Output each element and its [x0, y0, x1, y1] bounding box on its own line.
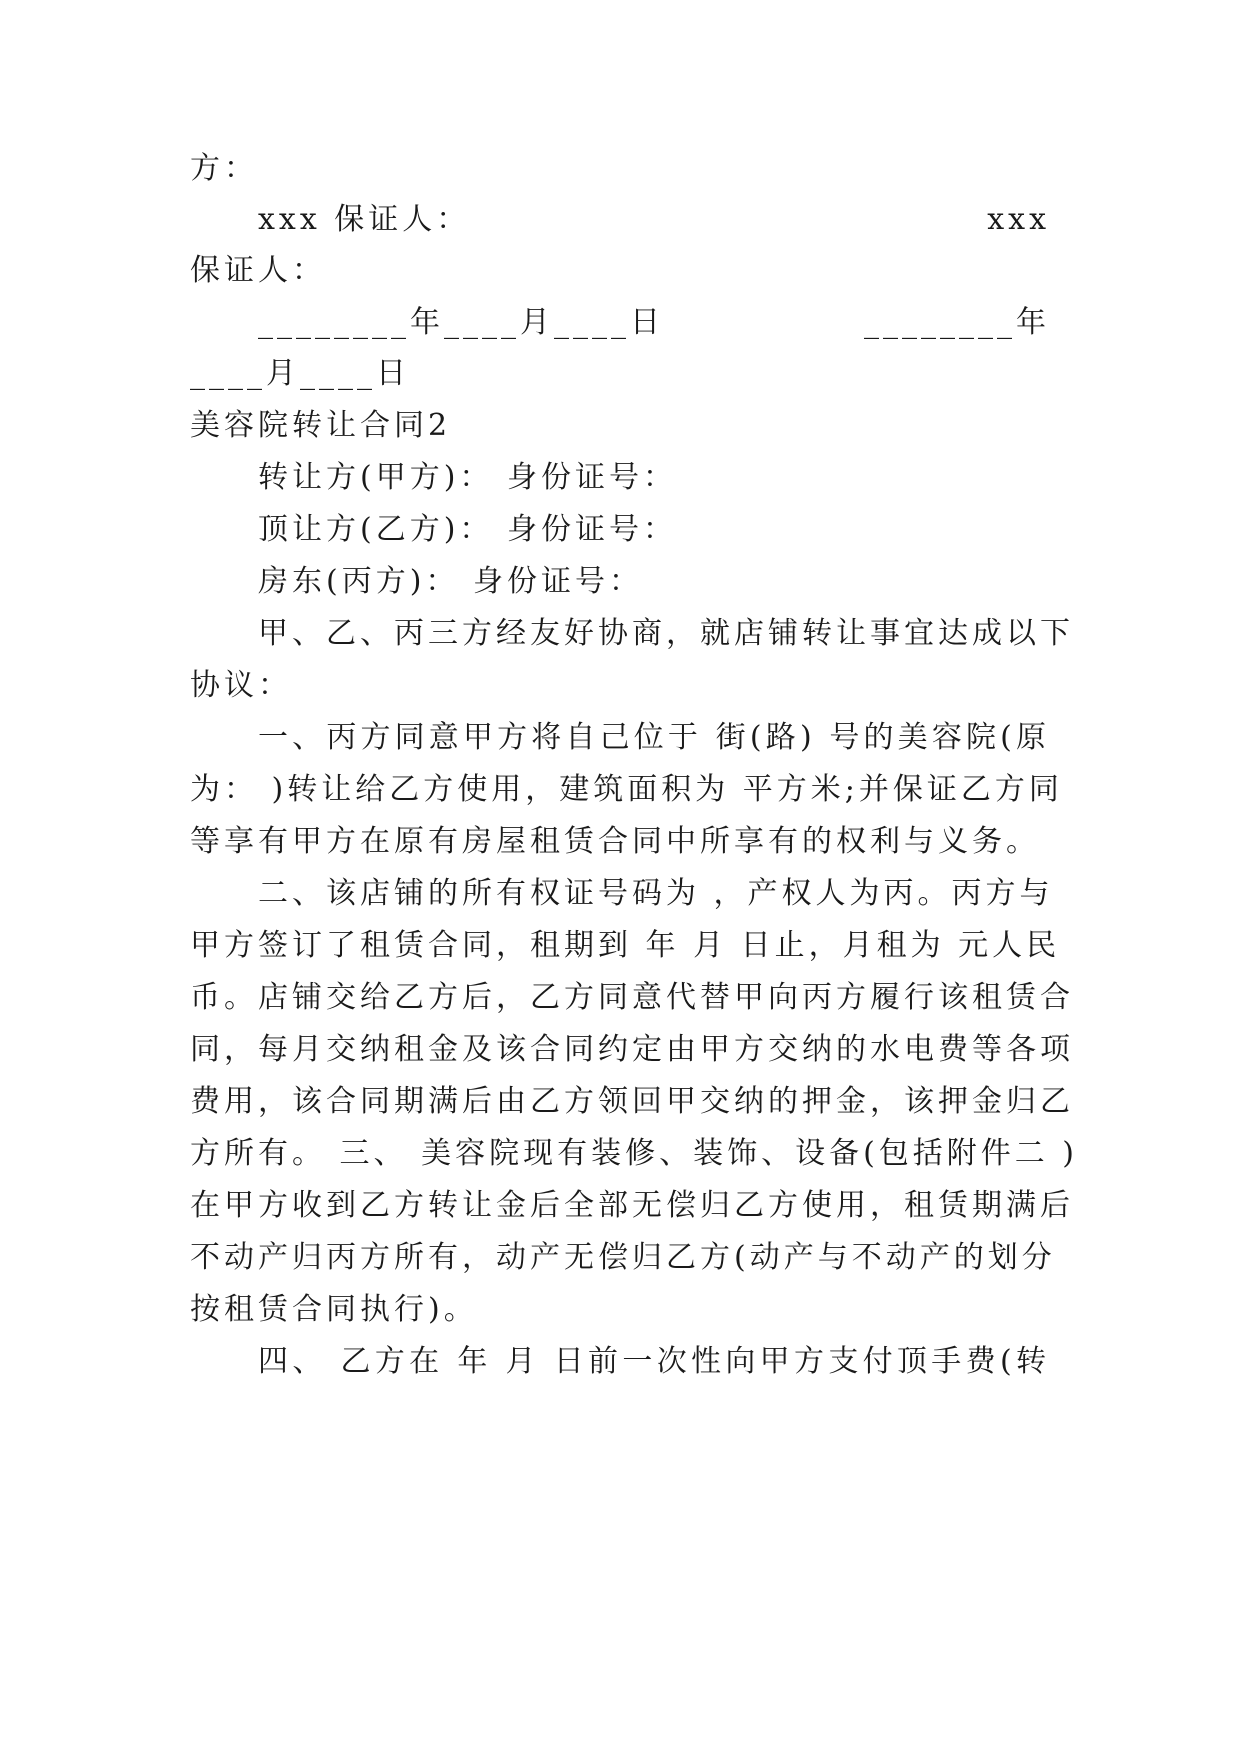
text-line: 协议：	[190, 668, 292, 703]
text-line: 甲方签订了租赁合同，租期到 年 月 日止，月租为 元人民	[190, 928, 1061, 963]
text-line: 四、 乙方在 年 月 日前一次性向甲方支付顶手费(转	[258, 1344, 1050, 1379]
text-line: 为： )转让给乙方使用，建筑面积为 平方米;并保证乙方同	[190, 772, 1063, 807]
text-line: 方所有。 三、 美容院现有装修、装饰、设备(包括附件二 )	[190, 1136, 1079, 1171]
text-segment: ________年	[864, 305, 1050, 340]
text-line: 一、丙方同意甲方将自己位于 街(路) 号的美容院(原	[258, 720, 1050, 755]
section-title: 美容院转让合同2	[190, 408, 452, 443]
text-segment: ________年____月____日	[258, 305, 664, 340]
text-line: 费用，该合同期满后由乙方领回甲交纳的押金，该押金归乙	[190, 1084, 1074, 1119]
text-line: 不动产归丙方所有，动产无偿归乙方(动产与不动产的划分	[190, 1240, 1056, 1275]
date-line	[258, 303, 1050, 343]
text-segment: xxx	[987, 202, 1050, 237]
text-line: 同，每月交纳租金及该合同约定由甲方交纳的水电费等各项	[190, 1032, 1074, 1067]
text-line: ____月____日	[190, 356, 410, 391]
text-line: 等享有甲方在原有房屋租赁合同中所享有的权利与义务。	[190, 824, 1040, 859]
party-line: 转让方(甲方)： 身份证号：	[258, 460, 677, 495]
text-segment: xxx 保证人：	[258, 202, 471, 237]
party-line: 房东(丙方)： 身份证号：	[258, 564, 643, 599]
text-line: 币。店铺交给乙方后，乙方同意代替甲向丙方履行该租赁合	[190, 980, 1074, 1015]
guarantor-line	[258, 200, 1050, 240]
text-line: 在甲方收到乙方转让金后全部无偿归乙方使用，租赁期满后	[190, 1188, 1074, 1223]
text-line: 方：	[190, 151, 258, 186]
party-line: 顶让方(乙方)： 身份证号：	[258, 512, 677, 547]
text-line: 二、该店铺的所有权证号码为 ，产权人为丙。丙方与	[258, 876, 1054, 911]
text-line: 按租赁合同执行)。	[190, 1292, 478, 1327]
text-line: 保证人：	[190, 253, 326, 288]
text-line: 甲、乙、丙三方经友好协商，就店铺转让事宜达成以下	[258, 616, 1074, 651]
